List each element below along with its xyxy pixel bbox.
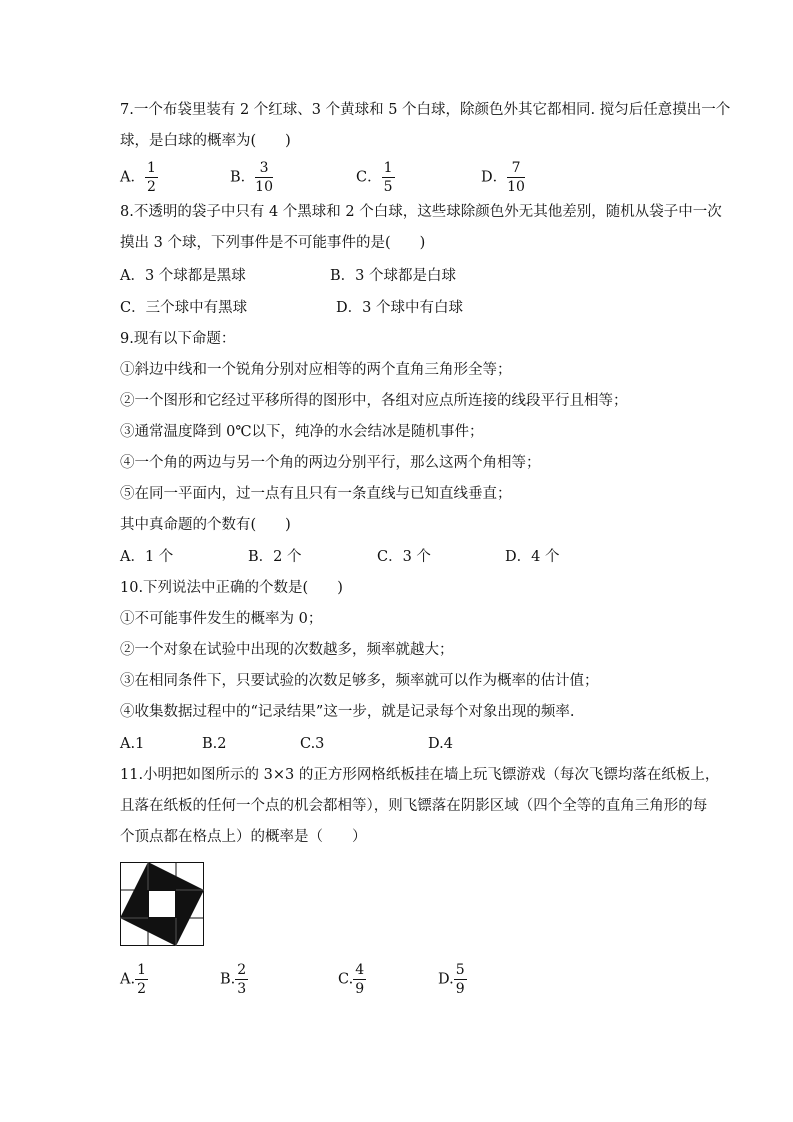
q8-stem-line2: 摸出 3 个球，下列事件是不可能事件的是( ) <box>120 235 426 251</box>
q11-stem-line3: 个顶点都在格点上）的概率是（ ） <box>120 829 367 845</box>
fraction: $\frac{5}{9}$ <box>455 962 465 997</box>
q9-option-a: A．1 个 <box>120 549 174 565</box>
q8-option-c: C．三个球中有黑球 <box>120 300 248 316</box>
q9-option-c: C．3 个 <box>377 549 431 565</box>
q11-option-b: B. $\frac{2}{3}$ <box>220 962 247 997</box>
q7-option-c: C． $\frac{1}{5}$ <box>356 160 393 195</box>
q9-item-5: ⑤在同一平面内，过一点有且只有一条直线与已知直线垂直； <box>120 486 512 502</box>
q7-option-a: A． $\frac{1}{2}$ <box>120 160 156 195</box>
q9-item-2: ②一个图形和它经过平移所得的图形中，各组对应点所连接的线段平行且相等； <box>120 393 628 409</box>
q10-item-3: ③在相同条件下，只要试验的次数足够多，频率就可以作为概率的估计值； <box>120 673 599 689</box>
q9-item-1: ①斜边中线和一个锐角分别对应相等的两个直角三角形全等； <box>120 362 512 378</box>
q11-stem-line1: 11.小明把如图所示的 3×3 的正方形网格纸板挂在墙上玩飞镖游戏（每次飞镖均落在纸板上， <box>120 767 720 783</box>
q9-item-4: ④一个角的两边与另一个角的两边分别平行，那么这两个角相等； <box>120 455 541 471</box>
q10-stem: 10.下列说法中正确的个数是( ) <box>120 580 343 596</box>
q8-option-a: A．3 个球都是黑球 <box>120 268 246 284</box>
q9-item-3: ③通常温度降到 0℃以下，纯净的水会结冰是随机事件； <box>120 424 484 440</box>
fraction: $\frac{7}{10}$ <box>507 160 525 195</box>
q10-item-1: ①不可能事件发生的概率为 0； <box>120 611 323 627</box>
q9-option-d: D．4 个 <box>505 549 560 565</box>
q11-option-a: A. $\frac{1}{2}$ <box>120 962 147 997</box>
q11-option-c: C. $\frac{4}{9}$ <box>338 962 365 997</box>
fraction: $\frac{4}{9}$ <box>355 962 365 997</box>
fraction: $\frac{1}{5}$ <box>383 160 393 195</box>
q10-option-c: C.3 <box>300 736 325 752</box>
fraction: $\frac{1}{2}$ <box>137 962 147 997</box>
q10-item-4: ④收集数据过程中的“记录结果”这一步，就是记录每个对象出现的频率. <box>120 704 575 720</box>
fraction: $\frac{1}{2}$ <box>146 160 156 195</box>
q8-option-d: D．3 个球中有白球 <box>336 300 463 316</box>
q11-stem-line2: 且落在纸板的任何一个点的机会都相等），则飞镖落在阴影区域（四个全等的直角三角形的每 <box>120 798 708 814</box>
q10-item-2: ②一个对象在试验中出现的次数越多，频率就越大； <box>120 642 454 658</box>
q9-question: 其中真命题的个数有( ) <box>120 517 291 533</box>
q10-option-b: B.2 <box>202 736 227 752</box>
q9-stem: 9.现有以下命题： <box>120 331 236 347</box>
dartboard-grid-figure <box>120 862 204 946</box>
q7-stem-line2: 球，是白球的概率为( ) <box>120 133 291 149</box>
q10-option-a: A.1 <box>120 736 145 752</box>
fraction: $\frac{2}{3}$ <box>237 962 247 997</box>
q8-option-b: B．3 个球都是白球 <box>330 268 456 284</box>
fraction: $\frac{3}{10}$ <box>255 160 273 195</box>
q7-stem-line1: 7.一个布袋里装有 2 个红球、3 个黄球和 5 个白球，除颜色外其它都相同. 搅匀后任意摸出一个 <box>120 102 731 118</box>
q8-stem-line1: 8.不透明的袋子中只有 4 个黑球和 2 个白球，这些球除颜色外无其他差别，随机从袋子中一次 <box>120 204 722 220</box>
q11-option-d: D. $\frac{5}{9}$ <box>438 962 465 997</box>
q9-option-b: B．2 个 <box>248 549 302 565</box>
q7-option-d: D． $\frac{7}{10}$ <box>481 160 525 195</box>
q10-option-d: D.4 <box>428 736 453 752</box>
center-square <box>149 891 176 918</box>
q7-option-b: B． $\frac{3}{10}$ <box>230 160 273 195</box>
